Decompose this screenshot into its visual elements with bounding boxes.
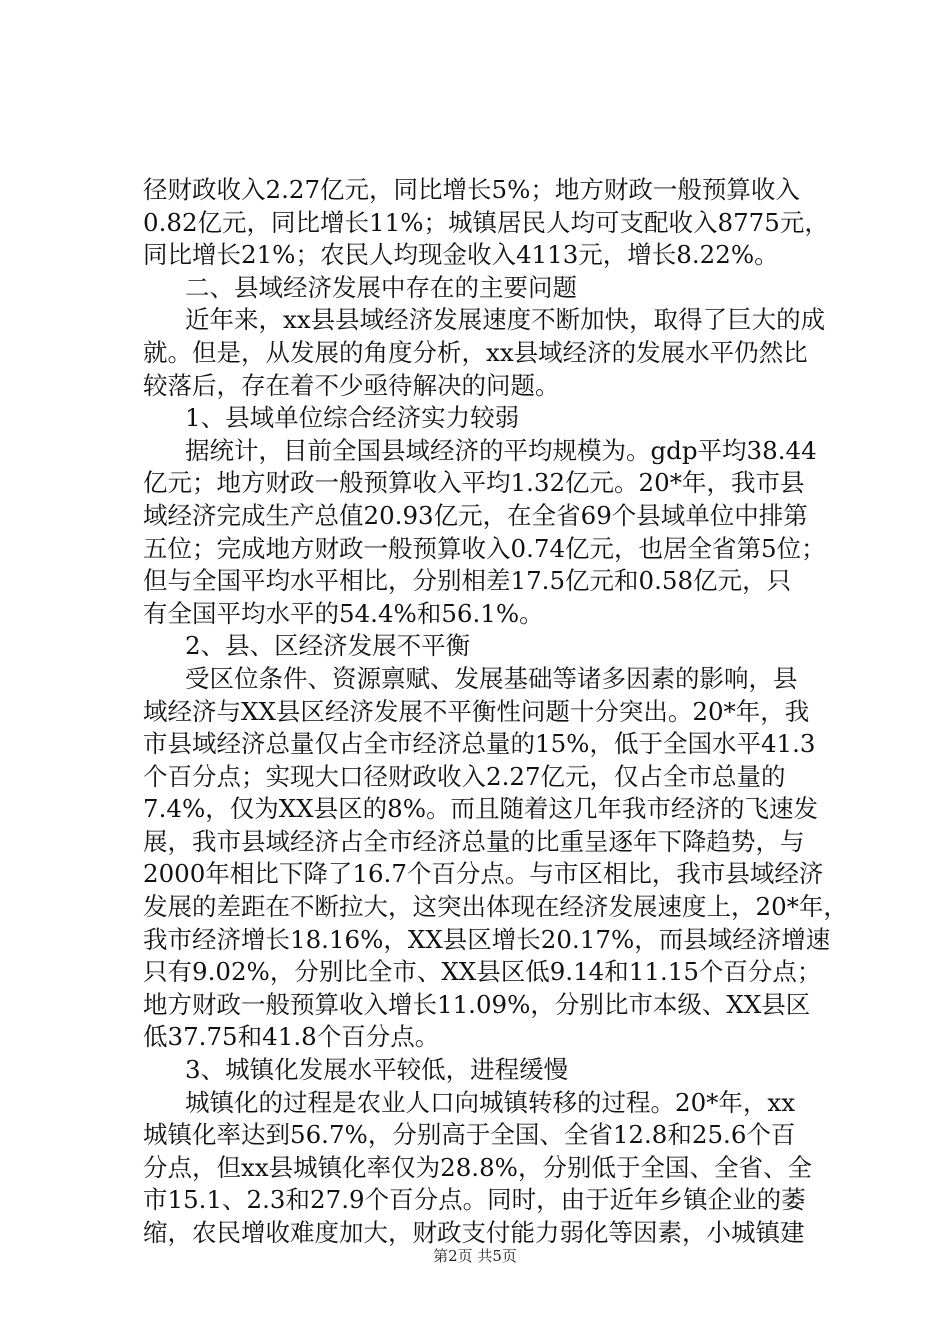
text-line: 市15.1、2.3和27.9个百分点。同时，由于近年乡镇企业的萎 bbox=[143, 1185, 806, 1215]
text-line: 市县域经济总量仅占全市经济总量的15%，低于全国水平41.3 bbox=[143, 729, 816, 759]
document-body bbox=[143, 174, 848, 1250]
text-line: 城镇化率达到56.7%，分别高于全国、全省12.8和25.6个百 bbox=[143, 1120, 796, 1150]
text-line: 分点，但xx县城镇化率仅为28.8%，分别低于全国、全省、全 bbox=[143, 1152, 812, 1182]
text-line: 五位；完成地方财政一般预算收入0.74亿元，也居全省第5位； bbox=[143, 533, 826, 563]
text-line: 较落后，存在着不少亟待解决的问题。 bbox=[143, 370, 560, 400]
text-line: 二、县域经济发展中存在的主要问题 bbox=[185, 272, 577, 302]
text-line: 展，我市县域经济占全市经济总量的比重呈逐年下降趋势，与 bbox=[143, 826, 805, 856]
text-line: 近年来，xx县县域经济发展速度不断加快，取得了巨大的成 bbox=[185, 305, 826, 335]
text-line: 城镇化的过程是农业人口向城镇转移的过程。20*年，xx bbox=[185, 1087, 796, 1117]
text-line: 1、县域单位综合经济实力较弱 bbox=[185, 403, 520, 433]
text-line: 亿元；地方财政一般预算收入平均1.32亿元。20*年，我市县 bbox=[143, 468, 805, 498]
text-line: 个百分点；实现大口径财政收入2.27亿元，仅占全市总量的 bbox=[143, 761, 786, 791]
text-line: 低37.75和41.8个百分点。 bbox=[143, 1022, 440, 1052]
text-line: 有全国平均水平的54.4%和56.1%。 bbox=[143, 598, 544, 628]
text-line: 缩，农民增收难度加大，财政支付能力弱化等因素，小城镇建 bbox=[143, 1218, 805, 1247]
text-line: 同比增长21%；农民人均现金收入4113元，增长8.22%。 bbox=[143, 240, 779, 270]
text-line: 就。但是，从发展的角度分析，xx县域经济的发展水平仍然比 bbox=[143, 337, 808, 367]
page-footer: 第2页 共5页 bbox=[433, 1247, 517, 1265]
text-line: 只有9.02%，分别比全市、XX县区低9.14和11.15个百分点； bbox=[143, 957, 822, 987]
text-line: 我市经济增长18.16%，XX县区增长20.17%，而县域经济增速 bbox=[143, 924, 831, 954]
text-line: 地方财政一般预算收入增长11.09%，分别比市本级、XX县区 bbox=[143, 989, 811, 1019]
text-line: 据统计，目前全国县域经济的平均规模为。gdp平均38.44 bbox=[185, 435, 817, 465]
text-line: 受区位条件、资源禀赋、发展基础等诸多因素的影响，县 bbox=[185, 663, 798, 693]
text-line: 3、城镇化发展水平较低，进程缓慢 bbox=[185, 1055, 569, 1085]
text-line: 域经济完成生产总值20.93亿元，在全省69个县域单位中排第 bbox=[143, 500, 808, 530]
text-line: 0.82亿元，同比增长11%；城镇居民人均可支配收入8775元， bbox=[143, 207, 829, 237]
text-line: 域经济与XX县区经济发展不平衡性问题十分突出。20*年，我 bbox=[143, 696, 810, 726]
text-line: 但与全国平均水平相比，分别相差17.5亿元和0.58亿元，只 bbox=[143, 566, 792, 596]
text-line: 2000年相比下降了16.7个百分点。与市区相比，我市县域经济 bbox=[143, 859, 824, 889]
text-line: 径财政收入2.27亿元，同比增长5%；地方财政一般预算收入 bbox=[143, 175, 800, 204]
text-line: 7.4%，仅为XX县区的8%。而且随着这几年我市经济的飞速发 bbox=[143, 794, 818, 824]
text-line: 2、县、区经济发展不平衡 bbox=[185, 631, 471, 661]
text-line: 发展的差距在不断拉大，这突出体现在经济发展速度上，20*年， bbox=[143, 892, 848, 922]
